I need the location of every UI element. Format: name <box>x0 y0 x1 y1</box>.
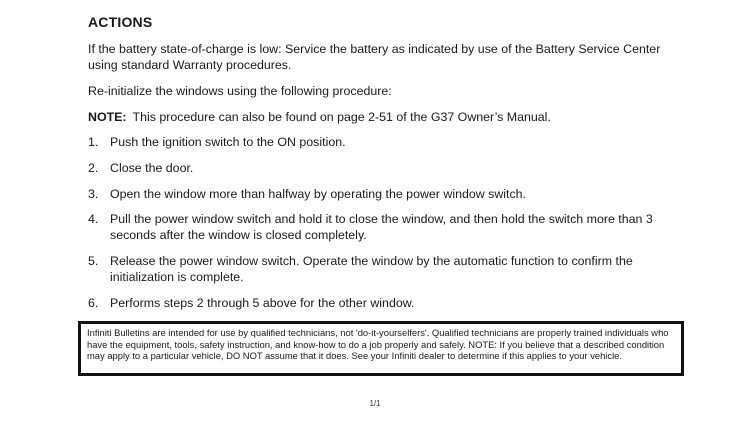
step-text: Release the power window switch. Operate the window by the automatic function to confirm the initialization is complete. <box>110 254 633 284</box>
step-number: 5. <box>88 254 99 268</box>
note-paragraph <box>88 109 688 125</box>
procedure-step-1 <box>88 134 688 150</box>
step-text: Open the window more than halfway by operating the power window switch. <box>110 187 526 201</box>
note-label: NOTE: <box>88 110 127 124</box>
step-text: Close the door. <box>110 161 194 175</box>
procedure-step-2 <box>88 160 688 176</box>
step-text: Pull the power window switch and hold it to close the window, and then hold the switch more than 3 seconds after the window is closed completely. <box>110 212 653 242</box>
disclaimer-box: Infiniti Bulletins are intended for use by qualified technicians, not 'do-it-yourselfers'. Qualified technicians are properly trained individuals who have the equipment, tools, safety instruction, and know-how to do a job properly and safely. NOTE: If you believe that a described condition may apply to a particular vehicle, DO NOT assume that it does. See your Infiniti dealer to determine if this applies to your vehicle. <box>78 321 684 376</box>
page-number: 1/1 <box>369 399 381 408</box>
step-number: 3. <box>88 187 99 201</box>
step-number: 2. <box>88 161 99 175</box>
step-number: 6. <box>88 296 99 310</box>
step-text: Performs steps 2 through 5 above for the other window. <box>110 296 415 310</box>
procedure-step-5 <box>88 253 688 285</box>
procedure-step-4 <box>88 211 688 243</box>
actions-heading: ACTIONS <box>88 14 153 30</box>
step-number: 1. <box>88 135 99 149</box>
step-number: 4. <box>88 212 99 226</box>
step-text: Push the ignition switch to the ON position. <box>110 135 346 149</box>
reinitialize-paragraph: Re-initialize the windows using the following procedure: <box>88 84 392 98</box>
procedure-step-6 <box>88 295 688 311</box>
procedure-step-3 <box>88 186 688 202</box>
note-text: This procedure can also be found on page 2-51 of the G37 Owner’s Manual. <box>132 110 551 124</box>
battery-paragraph: If the battery state-of-charge is low: Service the battery as indicated by use of the Battery Service Center using standard Warranty procedures. <box>88 42 661 72</box>
